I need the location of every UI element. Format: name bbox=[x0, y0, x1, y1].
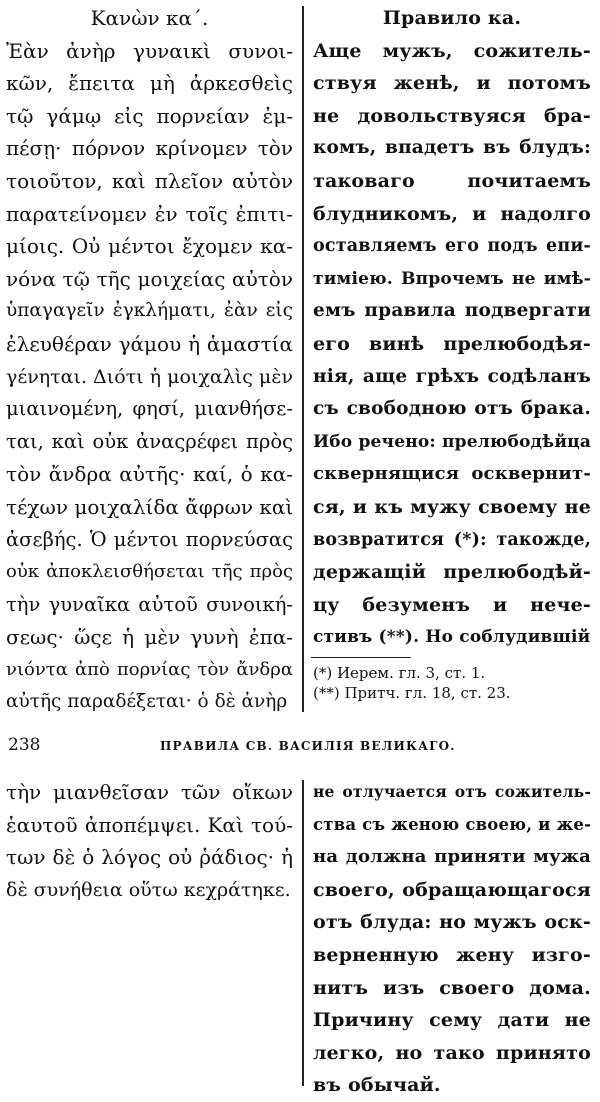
slavonic-column-top bbox=[313, 2, 591, 654]
greek-text-line: ὑπαγαγεῖν ἐγκλήματι, ἐὰν εἰς bbox=[6, 300, 293, 322]
greek-text-line: ἀσεβής. Ὁ μέντοι πορνεύσας bbox=[6, 527, 293, 551]
slavonic-column-bottom bbox=[313, 776, 591, 1102]
greek-column-bottom bbox=[6, 776, 293, 906]
greek-text-line: γένηται. Διότι ἡ μοιχαλὶς μὲν bbox=[6, 365, 293, 388]
column-divider-bottom bbox=[302, 780, 304, 1086]
greek-text-line: τέχων μοιχαλίδα ἄφρων καὶ bbox=[6, 494, 294, 519]
slavonic-text-line: не отлучается отъ сожитель- bbox=[313, 782, 591, 801]
greek-text-line: ἐλευθέραν γάμου ἡ ἁμαστία bbox=[6, 331, 293, 356]
slavonic-text-line: Причину сему дати не bbox=[313, 1009, 591, 1032]
slavonic-text-line: блудникомъ, и надолго bbox=[313, 202, 591, 225]
greek-text-line: σεως· ὥςε ἡ μὲν γυνὴ ἐπα- bbox=[6, 625, 293, 650]
greek-text-line: νιόντα ἀπὸ πορνίας τὸν ἄνδρα bbox=[6, 658, 293, 680]
greek-text-line: τοιοῦτον, καὶ πλεῖον αὐτὸν bbox=[6, 168, 293, 193]
greek-text-bottom bbox=[6, 776, 293, 906]
greek-text-line: μιαινομένη, φησί, μιανθήσε- bbox=[6, 397, 293, 421]
slavonic-text-line: легко, но тако принято bbox=[313, 1041, 591, 1064]
greek-text-line: τῷ γάμῳ εἰς πορνείαν ἐμ- bbox=[6, 103, 293, 128]
footnote-separator bbox=[311, 657, 411, 658]
slavonic-text-line: тиміею. Впрочемъ не имѣ- bbox=[313, 268, 591, 289]
slavonic-text-line: въ обычай. bbox=[313, 1074, 441, 1097]
slavonic-text-line: возвратится (*): такожде, bbox=[313, 529, 591, 550]
slavonic-text-line: на должна приняти мужа bbox=[313, 846, 591, 868]
slavonic-text-line: своего, обращающагося bbox=[313, 878, 591, 901]
greek-text-line: τὸν ἄνδρα αὐτῆς· καί, ὁ κα- bbox=[6, 462, 293, 487]
slavonic-text-line: отъ блуда: но мужъ оск- bbox=[313, 911, 591, 934]
slavonic-text-line: нитъ изъ своего дома. bbox=[313, 976, 591, 999]
slavonic-text-top bbox=[313, 35, 591, 654]
slavonic-text-line: стивъ (**). Но соблудившій bbox=[313, 627, 591, 648]
greek-text-line: δὲ συνήθεια οὕτω κεχράτηκε. bbox=[6, 878, 291, 901]
greek-text-line: νόνα τῷ τῆς μοιχείας αὐτὸν bbox=[6, 266, 293, 291]
slavonic-text-line: держащій прелюбодѣй- bbox=[313, 561, 591, 584]
greek-text-line: πέσῃ· πόρνον κρίνομεν τὸν bbox=[6, 136, 293, 161]
slavonic-text-line: съ свободною отъ брака. bbox=[313, 398, 591, 420]
slavonic-text-line: емъ правила подвергати bbox=[313, 300, 591, 322]
greek-text-line: Ἐὰν ἀνὴρ γυναικὶ συνοι- bbox=[6, 38, 293, 63]
footnote-2: (**) Притч. гл. 18, ст. 23. bbox=[313, 684, 511, 702]
running-title: ПРАВИЛА СВ. ВАСИЛІЯ ВЕЛИКАГО. bbox=[160, 739, 456, 753]
slavonic-text-line: Ибо речено: прелюбодѣйца bbox=[313, 431, 592, 452]
greek-text-line: ἑαυτοῦ ἀποπέμψει. Καὶ τού- bbox=[6, 812, 293, 837]
slavonic-text-line: нія, аще грѣхъ содѣланъ bbox=[313, 365, 591, 387]
greek-text-line: μίοις. Οὐ μέντοι ἔχομεν κα- bbox=[6, 234, 293, 259]
greek-text-line: αὐτῆς παραδέξεται· ὁ δὲ ἀνὴρ bbox=[6, 691, 288, 713]
greek-text-line: τὴν μιανθεῖσαν τῶν οἴκων bbox=[6, 780, 293, 804]
slavonic-text-line: Аще мужъ, сожитель- bbox=[313, 39, 591, 62]
greek-text-line: ται, καὶ οὐκ ἀναςρέφει πρὸς bbox=[6, 429, 293, 453]
footnote-1: (*) Иерем. гл. 3, ст. 1. bbox=[313, 664, 486, 682]
column-divider-top bbox=[302, 6, 304, 712]
slavonic-text-line: не довольствуяся бра- bbox=[313, 104, 591, 127]
page-number: 238 bbox=[8, 735, 41, 755]
greek-text-line: των δὲ ὁ λόγος οὐ ῥάδιος· ἡ bbox=[6, 845, 293, 870]
greek-text-line: κῶν, ἔπειτα μὴ ἀρκεσθεὶς bbox=[6, 71, 293, 96]
slavonic-text-line: комъ, впадетъ въ блудъ: bbox=[313, 137, 591, 159]
slavonic-text-line: ся, и къ мужу своему не bbox=[313, 495, 591, 518]
slavonic-text-line: таковаго почитаемъ bbox=[313, 169, 591, 192]
greek-text-line: τὴν γυναῖκα αὐτοῦ συνοική- bbox=[6, 592, 293, 616]
greek-text-line: οὐκ ἀποκλεισθήσεται τῆς πρὸς bbox=[6, 561, 293, 583]
slavonic-text-line: верненную жену изго- bbox=[313, 943, 591, 966]
slavonic-text-line: оставляемъ его подъ епи- bbox=[313, 236, 591, 257]
greek-canon-title: Κανὼν κα΄. bbox=[90, 6, 209, 30]
slavonic-text-bottom bbox=[313, 776, 591, 1102]
greek-text-line: παρατείνομεν ἐν τοῖς ἐπιτι- bbox=[6, 201, 293, 226]
slavonic-text-line: сквернящися осквернит- bbox=[313, 463, 591, 485]
greek-column-top bbox=[6, 2, 293, 719]
greek-text-top bbox=[6, 35, 293, 719]
slavonic-text-line: ствуя женѣ, и потомъ bbox=[313, 72, 591, 95]
slavonic-text-line: ства съ женою своею, и же- bbox=[313, 814, 592, 834]
slavonic-text-line: цу безуменъ и нече- bbox=[313, 593, 591, 616]
slavonic-rule-title: Правило ка. bbox=[382, 7, 522, 29]
slavonic-text-line: его винѣ прелюбодѣя- bbox=[313, 332, 591, 355]
